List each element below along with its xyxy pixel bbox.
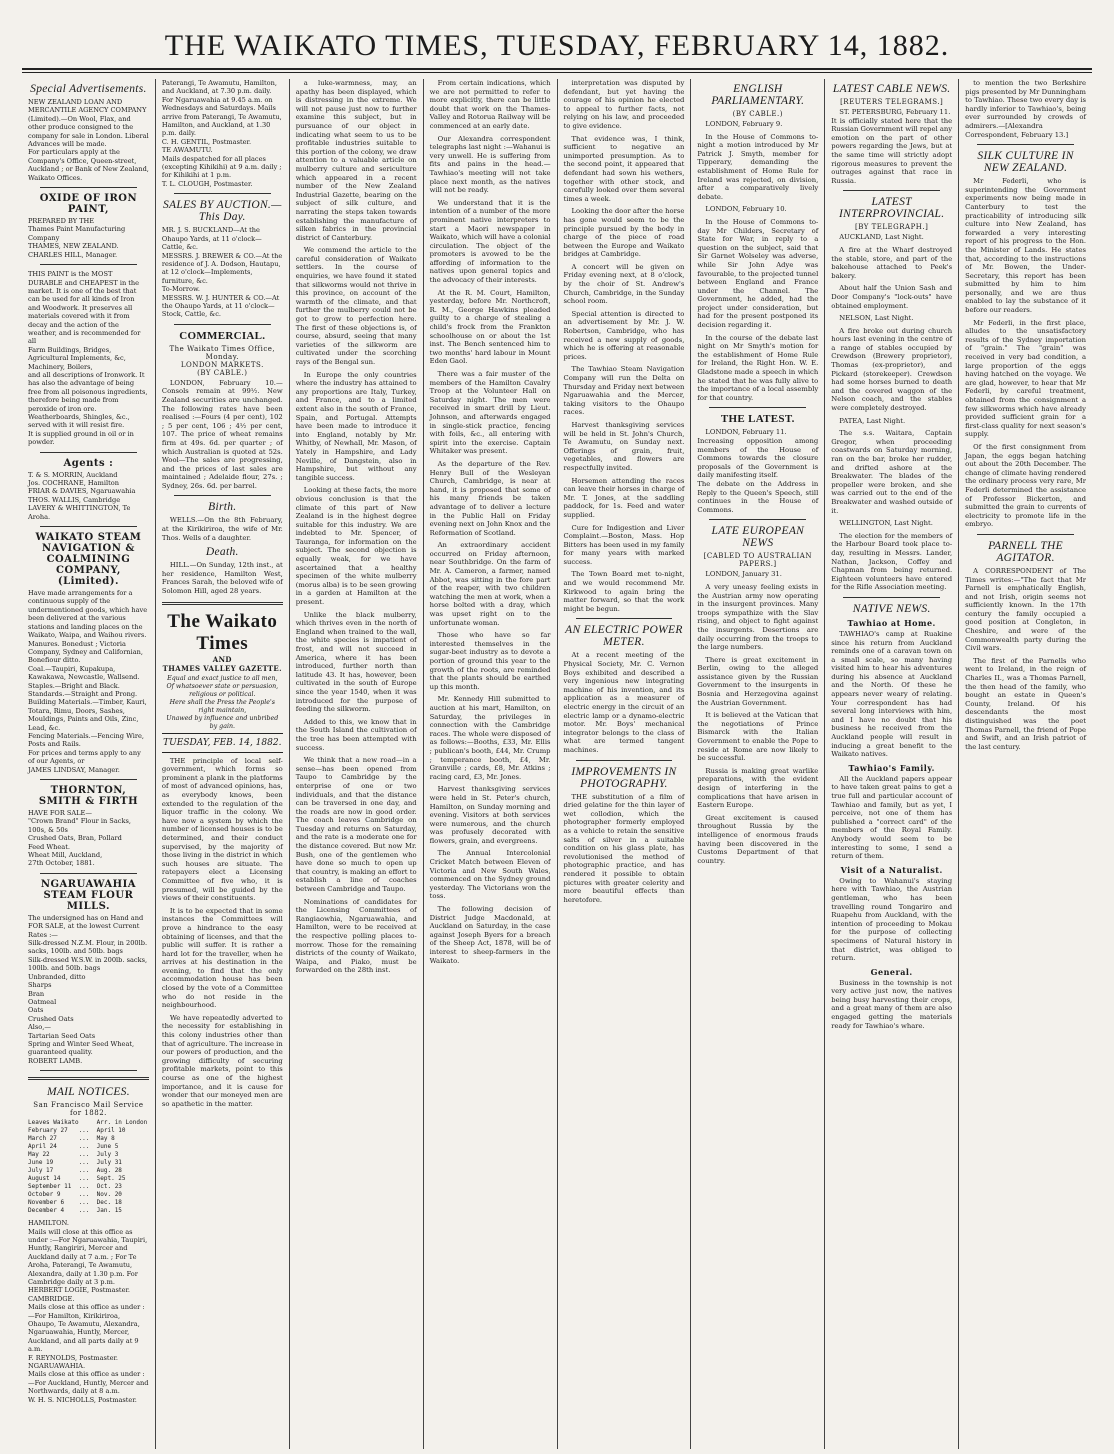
- article-body: [296, 79, 417, 975]
- european-paragraph: There is great excitement in Berlin, owing to the alleged assistance given by the Russian Government to the insurgents in Bosnia and Herzegovina against the Austrian Government.: [697, 655, 819, 707]
- naturalist-heading: Visit of a Naturalist.: [840, 864, 943, 875]
- interprovincial-paragraph: About half the Union Sash and Door Company's "lock-outs" have obtained employment.: [831, 284, 953, 310]
- divider: [977, 144, 1074, 145]
- divider: [576, 618, 673, 619]
- interprovincial-heading: LATEST INTERPROVINCIAL.: [838, 196, 945, 221]
- advertisement-text: PREPARED BY THE Thames Paint Manufacturing Company THAMES, NEW ZEALAND. CHARLES HILL, Manager.: [28, 217, 126, 259]
- mail-heading: MAIL NOTICES.: [46, 1086, 130, 1099]
- cable-heading: LATEST CABLE NEWS.: [832, 83, 951, 95]
- local-news: [430, 79, 551, 965]
- divider: [843, 190, 940, 191]
- advertisement-title: OXIDE OF IRON PAINT,: [39, 193, 138, 216]
- general-text: Business in the township is not very active just now, the natives being busy harvesting their crops, and a great many of them are also engaged getting the materials ready for Tawhiao's whare.: [831, 978, 953, 1030]
- news-paragraph: As the departure of the Rev. Henry Bull of the Wesleyan Church, Cambridge, is near at hand, it is proposed that some of his many friends be taken advantage of to deliver a lecture in the Public Hall on Friday evening next on John Knox and the Reformation of Scotland.: [429, 459, 551, 537]
- parliament-news: [697, 120, 818, 402]
- advertisement-text: Have made arrangements for a continuous supply of the undermentioned goods, which have been delivered at the various stations and landing places on the Waikato, Waipa, and Waihou rivers. Manures. Bonedust ; Victoria Company, Sydney and Californian, Bonefiour ditto. Coal.—Taupiri, Kupakupa, Kawakawa, Newcastle, Wallsend. Staples.—Bright and Black. Standards.—Straight and Prong. Building Materials.—Timber, Kauri, Totara, Rimu, Doors, Sashes, Mouldings, Paints and Oils, Zinc, Lead, &c. Fencing Materials.—Fencing Wire, Posts and Rails. For prices and terms apply to any of our Agents, or JAMES LINDSAY, Manager.: [28, 589, 148, 774]
- silk-paragraph: Mr Federli, who is superintending the Government experiments now being made in Canterbury to test the practicability of introducing silk culture into New Zealand, has forwarded a very interesting report of his progress to the Hon. the Minister of Lands. He states that, according to the instructions of Mr. Bowen, the Under-Secretary, this report has been submitted by him to him personally, and we are thus enabled to lay the substance of it before our readers.: [965, 177, 1086, 315]
- news-paragraph: That evidence was, I think, sufficient to negative an unimported presumption. As to the second point, it appeared that defendant had sown his wethers, together with other stock, and carefully looked over them several times a week.: [563, 134, 685, 203]
- editorial-paragraph: It is to be expected that in some instances the Committees will prove a hindrance to the easy obtaining of licenses, and that the public will suffer. It is rather a hard lot for the traveller, when he arrives at his destination in the evening, to find that the only accommodation house has been closed by the vote of a Committee who do not reside in the neighbourhood.: [161, 906, 283, 1010]
- divider: [709, 407, 806, 408]
- article-paragraph: We commend the article to the careful consideration of Waikato settlers. In the course of enquiries, we have found it stated that silkworms would not thrive in this province, on account of the warmth of the climate, and that further the mulberry could not be got to grow to perfection here. The first of these objections is, of course, absurd, seeing that many varieties of the silkworm are cultivated under the scorching rays of the Bengal sun.: [295, 246, 417, 366]
- european-paragraph: A very uneasy feeling exists in the Austrian army now operating in the insurgent provinces. Many troops sympathize with the Slav rising, and object to fight against the insurgents. Desertions are daily occurring from the troops to the large numbers.: [697, 582, 819, 652]
- death-text: HILL.—On Sunday, 12th inst., at her residence, Hamilton West, Frances Sarah, the beloved wife of Solomon Hill, aged 28 years.: [161, 561, 283, 596]
- cable-subheading: [REUTERS TELEGRAMS.]: [840, 98, 944, 106]
- interprovincial-paragraph: AUCKLAND, Last Night.: [839, 233, 924, 242]
- parliament-heading: ENGLISH PARLIAMENTARY.: [711, 83, 805, 107]
- interprovincial-paragraph: NELSON, Last Night.: [839, 314, 914, 323]
- parnell-paragraph: A CORRESPONDENT of The Times writes:—"The fact that Mr Parnell is emphatically English, and not Irish, origin seems not sufficiently known. In the 17th century the family occupied a good position at Congleton, in Cheshire, and were of the Commonwealth party during the Civil wars.: [965, 566, 1086, 653]
- news-paragraph: interpretation was disputed by defendant, but yet having the courage of his opinion he elected to appeal to further facts, not relying on his law, and proceeded to give evidence.: [563, 79, 685, 130]
- news-paragraph: Harvest thanksgiving services were held in St. Peter's church, Hamilton, on Sunday morning and evening. Visitors at both services were numerous, and the church was profusely decorated with flowers, grain, and evergreens.: [429, 785, 551, 845]
- divider: [576, 760, 673, 761]
- column-4: [424, 79, 558, 1449]
- divider: [709, 519, 806, 520]
- parliament-paragraph: LONDON, February 9.: [705, 120, 783, 128]
- interprovincial-news: [831, 233, 952, 592]
- column-3: [290, 79, 424, 1449]
- local-news-continued: [564, 79, 685, 613]
- latest-heading: THE LATEST.: [720, 413, 795, 426]
- news-paragraph: We understand that it is the intention of a number of the more prominent native interpreters to start a Maori newspaper in Waikato, which will have a colonial circulation. The object of the promoters is avowed to be the affording of information to the natives upon general topics and the advocacy of their interests.: [429, 198, 551, 285]
- death-heading: Death.: [205, 546, 239, 559]
- birth-text: WELLS.—On the 8th February, at the Kirikiriroa, the wife of Mr. Thos. Wells of a daughter.: [161, 516, 283, 542]
- masthead: THE WAIKATO TIMES, TUESDAY, FEBRUARY 14, 1882.: [164, 29, 950, 62]
- european-heading: LATE EUROPEAN NEWS: [711, 525, 805, 550]
- news-paragraph: The Tawhiao Steam Navigation Company will run the Delta on Thursday and Friday next between Ngaruawahia and the Mercer, taking visitors to the Ohaupo races.: [563, 365, 685, 417]
- interprovincial-subheading: [BY TELEGRAPH.]: [855, 223, 929, 232]
- column-6: [691, 79, 825, 1449]
- power-meter-heading: AN ELECTRIC POWER METER.: [565, 624, 683, 649]
- interprovincial-paragraph: The election for the members of the Harbour Board took place to-day, resulting in Messrs. Lander, Nathan, Jackson, Coffey and Chapman from being returned. Eighteen volunteers have entered for the Rifle Association meeting.: [831, 531, 953, 592]
- native-news-text: TAWHIAO's camp at Ruakine since his return from Auckland reminds one of a caravan town on a small scale, so many having visited him to hear his adventures during his absence at Auckland and the North. Of these he appears never weary of relating. Your correspondent has had several long interviews with him, and I have no doubt that his business he received from the Auckland people will result in inducing a great benefit to the Waikato natives.: [831, 629, 953, 759]
- silk-paragraph: Of the first consignment from Japan, the eggs began hatching out about the 20th December. The change of climate having rendered the ordinary process very rare, Mr Federli determined the assistance of Professor Bickerton, and submitted the grain to currents of electricity to promote life in the embryo.: [965, 442, 1086, 529]
- paper-motto: Equal and exact justice to all men, Of whatsoever state or persuasion, religious or political. Here shall the Press the People's right maintain, Unawed by influence and unbribed by gain.: [166, 674, 279, 730]
- silk-culture-article: [965, 177, 1086, 529]
- column-1: [22, 79, 156, 1449]
- parliament-paragraph: LONDON, February 10.: [705, 205, 787, 214]
- naturalist-text: Owing to Wahanui's staying here with Tawhiao, the Austrian gentleman, who has been travelling round Tongariro and Ruapehu from Auckland, with the intention of proceeding to Mokau for the purpose of collecting specimens of Natural history in that district, was obliged to return.: [831, 876, 953, 963]
- birth-heading: Birth.: [208, 501, 237, 514]
- divider: [174, 495, 271, 496]
- power-meter-text: At a recent meeting of the Physical Society, Mr. C. Vernon Boys exhibited and described a very ingenious new integrating machine of his invention, and its application as a measurer of electric energy in the circuit of an electric lamp or a dynamo-electric motor. Mr. Boys' mechanical integrator belongs to the class of what are termed tangent machines.: [563, 651, 685, 754]
- commercial-heading: COMMERCIAL.: [179, 329, 266, 342]
- news-paragraph: Our Alexandra correspondent telegraphs last night :—Wahanui is very unwell. He is suffering from fits and pains in the head.—Tawhiao's meeting will not take place next month, as the natives will not be ready.: [429, 134, 551, 195]
- column-5: [558, 79, 692, 1449]
- section-heading: Special Advertisements.: [30, 83, 147, 95]
- news-paragraph: The Town Board met to-night, and we would recommend Mr. Kirkwood to again bring the matter forward, so that the work might be begun.: [563, 570, 685, 613]
- european-paragraph: Great excitement is caused throughout Russia by the intelligence of enormous frauds having been discovered in the Customs Department of that country.: [697, 813, 819, 865]
- sales-heading: SALES BY AUCTION.—This Day.: [163, 199, 282, 224]
- paper-title: The Waikato Times: [167, 610, 278, 654]
- european-paragraph: LONDON, January 31.: [705, 570, 782, 579]
- parnell-paragraph: The first of the Parnells who went to Ireland, in the reign of Charles II., was a Thomas Parnell, the then head of the family, who bought an estate in Queen's County, Ireland. Of his descendants the most distinguished was the poet Thomas Parnell, the friend of Pope and Swift, and an Irish patriot of the last century.: [965, 656, 1086, 751]
- news-paragraph: A concert will be given on Friday evening next, at 8 o'clock, by the choir of St. Andrew's Church, Cambridge, in the Sunday school room.: [563, 262, 685, 306]
- native-news-subheading: Tawhiao at Home.: [847, 617, 936, 628]
- column-8: [959, 79, 1092, 1449]
- commercial-text: LONDON, February 10.—Consols remain at 99½. New Zealand securities are unchanged. The following rates have been realised :—Fours (4 per cent), 102 ; 5 per cent, 106 ; 4½ per cent, 107. The price of wheat remains firm at 49s. 6d. per quarter ; of which Australian is quoted at 52s. Wool—The sales are progressing, and the prices of last sales are maintained ; Adelaide flour, 27s. ; Sydney, 26s. 6d. per barrel.: [161, 378, 283, 490]
- family-heading: Tawhiao's Family.: [848, 762, 935, 773]
- news-paragraph: From certain indications, which we are not permitted to refer to more explicitly, there can be little doubt that work on the Thames-Valley and Rotorua Railway will be commenced at an early date.: [429, 79, 551, 130]
- native-news-heading: NATIVE NEWS.: [852, 602, 931, 615]
- divider: [162, 602, 283, 605]
- news-paragraph: The following decision of District Judge Macdonald, at Auckland on Saturday, in the case against Joseph Byers for a breach of the Sheep Act, 1878, will be of interest to sheep-farmers in the Waikato.: [429, 905, 551, 965]
- european-subheading: [CABLED TO AUSTRALIAN PAPERS.]: [703, 552, 812, 569]
- mail-notice: HAMILTON. Mails will close at this office as under :—For Ngaruawahia, Taupiri, Huntly, Rangiriri, Mercer and Auckland daily at 7 a.m. ; For Te Aroha, Paterangi, Te Awamutu, Alexandra, daily at 1.30 p.m. For Cambridge daily at 3 p.m. HERBERT LOGIE, Postmaster. CAMBRIDGE. Mails close at this office as under :—For Hamilton, Kirikiriroa, Ohaupo, Te Awamutu, Alexandra, Ngaruawahia, Huntly, Mercer, Auckland, and all parts daily at 9 a.m. F. REYNOLDS, Postmaster. NGARUAWAHIA. Mails close at this office as under :—For Auckland, Huntly, Mercer and Northwards, daily at 8 a.m. W. H. S. NICHOLLS, Postmaster.: [28, 1219, 149, 1404]
- european-paragraph: It is believed at the Vatican that the negotiations of Prince Bismarck with the Italian Government to enable the Pope to reside at Rome are now likely to be successful.: [697, 711, 819, 763]
- advertisement-title: WAIKATO STEAM NAVIGATION & COALMINING COMPANY, (Limited).: [35, 532, 142, 588]
- mail-schedule: Leaves Waikato Arr. in London February 27 ... April 10 March 27 ... May 8 April 24 ... June 5 May 22 ... July 3 June 19 ... July 31 July 17 ... Aug. 28 August 14 ... Sept. 25 September 11 ... Oct. 23 October 9 ... Nov. 20 November 6 ... Dec. 18 December 4 ... Jan. 15: [28, 1119, 148, 1215]
- interprovincial-paragraph: A fire broke out during church hours last evening in the centre of a range of stables occupied by Crewdson (Brewery proprietor), Thomas (ex-proprietor), and Pickard (storekeeper). Crewdson had some horses burned to death and the covered waggon of the Nelson coach, and the stables were completely destroyed.: [831, 326, 953, 413]
- advertisement-title: THORNTON, SMITH & FIRTH: [38, 785, 139, 807]
- divider: [40, 452, 137, 453]
- news-paragraph: An extraordinary accident occurred on Friday afternoon, near Southbridge. On the farm of Mr. A. Cameron, a farmer, named Abbot, was sitting in the fore part of the reaper, with two children watching the men at work, when a horse bolted with a dray, which was upset right on to the unfortunate woman.: [429, 541, 551, 627]
- parliament-paragraph: In the course of the debate last night on Mr Smyth's motion for the establishment of Home Rule for Ireland, the Right Hon. W. E. Gladstone made a speech in which he stated that he was fully alive to the importance of a local assembly for that country.: [697, 333, 819, 402]
- parnell-heading: PARNELL THE AGITATOR.: [988, 539, 1063, 564]
- news-paragraph: Mr. Kennedy Hill submitted to auction at his mart, Hamilton, on Saturday, the privileges in connection with the Cambridge races. The whole were disposed of as follows:—Booths, £33, Mr. Ellis ; publican's booth, £44, Mr. Crump ; temperance booth, £4, Mr. Granville ; cards, £8, Mr. Atkins ; racing card, £3, Mr. Jones.: [429, 695, 551, 781]
- divider: [40, 873, 137, 874]
- column-2: [156, 79, 290, 1449]
- news-paragraph: The Annual Intercolonial Cricket Match between Eleven of Victoria and New South Wales, commenced on the Sydney ground yesterday. The Victorians won the toss.: [429, 849, 551, 901]
- photography-heading: IMPROVEMENTS IN PHOTOGRAPHY.: [571, 765, 677, 790]
- masthead-rule-thin: [22, 72, 1092, 73]
- divider: [40, 779, 137, 780]
- divider: [40, 1070, 137, 1071]
- advertisement-text: T. & S. MORRIN, Auckland Jos. COCHRANE, Hamilton FRIAR & DAVIES, Ngaruawahia THOS. WALLIS, Cambridge LAVERY & WHITTINGTON, Te Aroha.: [28, 470, 136, 521]
- article-paragraph: Unlike the black mulberry, which thrives even in the north of England when trained to the wall, the white species is impatient of frost, and will not succeed in America, where it has been introduced, further north than latitude 43. It has, however, been cultivated in the south of Europe since the year 1540, when it was introduced for the purpose of feeding the silkworm.: [295, 610, 417, 714]
- divider: [174, 193, 271, 194]
- paper-subtitle: AND THAMES VALLEY GAZETTE.: [162, 654, 282, 673]
- parliament-subheading: (BY CABLE.): [732, 110, 783, 118]
- divider: [40, 264, 137, 265]
- paper-date: TUESDAY, FEB. 14, 1882.: [163, 737, 282, 748]
- silk-paragraph: Mr Federli, in the first place, alludes to the unsatisfactory results of the Sydney importation of "grain." The "grain" was received in very bad condition, a large proportion of the eggs having hatched on the voyage. We are glad, however, to hear that Mr Federli, by careful treatment, obtained from the consignment a few silkworms which have already provided sufficient grain for a first-class quality for next season's supply.: [965, 318, 1086, 439]
- interprovincial-paragraph: WELLINGTON, Last Night.: [839, 519, 933, 528]
- interprovincial-paragraph: A fire at the Wharf destroyed the stable, store, and part of the bakehouse attached to Peek's bakery.: [831, 245, 953, 280]
- divider: [162, 733, 283, 734]
- native-news-continued: to mention the two Berkshire pigs presented by Mr Dunningham to Tawhiao. These two every day is hardly inferior to Tawhiao's, being ever surrounded by crowds of admirers.—[Alexandra Correspondent, February 13.]: [965, 79, 1086, 139]
- cable-text: ST. PETERSBURG, February 11. It is officially stated here that the Russian Government will repel any emotion on the part of other powers regarding the Jews, but at the same time will strictly adopt rigorous measures to prevent the outrages against that race in Russia.: [831, 108, 953, 185]
- columns: [22, 79, 1092, 1449]
- parnell-article: [965, 567, 1086, 751]
- news-paragraph: Those who have so far interested themselves in the sugar-beet industry as to devote a portion of ground this year to the growth of the roots, are reminded that the plants should be earthed up this month.: [429, 631, 551, 691]
- latest-text: LONDON, February 11. Increasing opposition among members of the House of Commons towards the closure proposals of the Government is daily manifesting itself. The debate on the Address in Reply to the Queen's Speech, still continues in the House of Commons.: [697, 428, 819, 514]
- mail-subheading: San Francisco Mail Service for 1882.: [33, 1101, 144, 1118]
- article-paragraph: Added to this, we know that in the South Island the cultivation of the tree has been attempted with success.: [295, 717, 417, 752]
- news-paragraph: At the R. M. Court, Hamilton, yesterday, before Mr. Northcroft, R. M., George Hawkins pleaded guilty to a charge of stealing a child's frock from the Frankton schoolhouse on or about the 1st inst. The Bench sentenced him to two months' hard labour in Mount Eden Gaol.: [429, 288, 551, 366]
- general-heading: General.: [870, 966, 913, 977]
- divider: [162, 752, 283, 753]
- article-paragraph: Looking at these facts, the more obvious conclusion is that the climate of this part of New Zealand is in the highest degree suitable for this industry. We are indebted to Mr. Spencer, of Tauranga, for information on the subject. The second objection is equally weak, for we have ascertained that a healthy specimen of the white mulberry (morus alba) is to be seen growing in a garden at Hamilton at the present.: [295, 486, 417, 607]
- news-paragraph: Looking the door after the horse has gone would seem to be the principle pursued by the body in charge of the piece of road between the Europe and Waikato bridges at Cambridge.: [563, 207, 685, 259]
- advertisement-text: THIS PAINT is the MOST DURABLE and CHEAPEST in the market. It is one of the best that can be used for all kinds of Iron and Woodwork. It preserves all materials covered with it from decay and the action of the weather, and is recommended for all Farm Buildings, Bridges, Agricultural Implements, &c, Machinery, Boilers, and all descriptions of Ironwork. It has also the advantage of being free from all poisonous ingredients, therefore being made from peroxide of iron ore. Weatherboards, Shingles, &c., served with it will resist fire. It is supplied ground in oil or in powder.: [28, 270, 148, 447]
- advertisement-text: HAVE FOR SALE— "Crown Brand" Flour in Sacks, 100s, & 50s Crushed Oats, Bran, Pollard Feed Wheat. Wheat Mill, Auckland, 27th October, 1881.: [28, 809, 131, 868]
- divider: [977, 534, 1074, 535]
- editorial-paragraph: We have repeatedly adverted to the necessity for establishing in this colony industries other than that of agriculture. The increase in our powers of production, and the growing difficulty of securing profitable markets, point to this course as one of the highest importance, and it is cause for wonder that our moneyed men are so apathetic in the matter.: [161, 1013, 283, 1108]
- article-paragraph: Nominations of candidates for the Licensing Committees of Rangiaowhia, Ngaruawahia, and Hamilton, were to be received at the respective polling places to-morrow. Those for the remaining districts of the county of Waikato, Waipa, and Piako, must be forwarded on the 28th inst.: [295, 897, 417, 975]
- divider: [28, 1077, 149, 1080]
- editorial-paragraph: THE principle of local self-government, which forms so prominent a plank in the platforms of most of advanced opinions, has, as everybody knows, been extended to the regulation of the liquor traffic in the colony. We have now a system by which the number of licensed houses is to be determined, and their conduct supervised, by the majority of those living in the district in which such houses are situate. The ratepayers elect a Licensing Committee of five who, it is presumed, will be guided by the views of their constituents.: [161, 756, 283, 903]
- divider: [843, 597, 940, 598]
- advertisement-text: NEW ZEALAND LOAN AND MERCANTILE AGENCY COMPANY (Limited).—On Wool, Flax, and other produce consigned to the company for sale in London. Liberal Advances will be made. For particulars apply at the Company's Office, Queen-street, Auckland ; or Bank of New Zealand, Waikato Offices.: [28, 98, 149, 182]
- article-paragraph: In Europe the only countries where the industry has attained to any proportions are Italy, Turkey, and France, and to a limited extent also in the south of France, Spain, and Portugal. Attempts have been made to introduce it into England, notably by Mr. Whitby, of Newhall, Mr. Mason, of Yately in Hampshire, and Lady Neville, of Dangstein, also in Hampshire, but without any tangible success.: [295, 370, 417, 482]
- article-paragraph: We think that a new road—in a sense—has been opened from Taupo to Cambridge by the enterprise of one or two individuals, and that the distance can be traversed in one day, and the roads are now in good order. The coach leaves Cambridge on Tuesday and returns on Saturday, and the rate is a moderate one for the distance covered. But now Mr. Bush, one of the gentlemen who have done so much to open up that country, is making an effort to establish a line of coaches between Cambridge and Taupo.: [295, 756, 417, 894]
- family-text: All the Auckland papers appear to have taken great pains to get a true full and particular account of Tawhiao and family, but as yet, I perceive, not one of them has published a "correct card" of the members of the Royal Family. Anybody would seem to be interesting to some, I send a return of them.: [831, 774, 953, 861]
- photography-text: THE substitution of a film of dried gelatine for the thin layer of wet collodion, which the photographer formerly employed as a vehicle to retain the sensitive salts of silver in a suitable condition on his glass plate, has revolutionised the method of photographic practice, and has rendered it possible to obtain pictures with greater celerity and more beautiful effects than heretofore.: [563, 792, 685, 904]
- news-paragraph: Special attention is directed to an advertisement by Mr. J. W. Robertson, Cambridge, who has received a new supply of goods, which he is offering at reasonable prices.: [563, 309, 685, 361]
- interprovincial-paragraph: PATEA, Last Night.: [839, 416, 906, 425]
- interprovincial-paragraph: The s.s. Waitara, Captain Gregor, when proceeding coastwards on Saturday morning, ran on the bar, broke her rudder, and drifted ashore at the Breakwater. The blades of the propeller were broken, and she was carried out to the end of the Breakwater and washed outside of it.: [831, 429, 953, 515]
- divider: [40, 187, 137, 188]
- news-paragraph: There was a fair muster of the members of the Hamilton Cavalry Troop at the Volunteer Hall on Saturday night. The men were received in smart drill by Lieut. Johnson, and afterwards engaged in single-stick practice, fencing with foils, &c., all entering with spirit into the exercise. Captain Whitaker was present.: [429, 370, 551, 456]
- advertisement-text: The undersigned has on Hand and FOR SALE, at the lowest Current Rates :— Silk-dressed N.Z.M. Flour, in 200lb. sacks, 100lb. and 50lb. bags Silk-dressed W.S.W. in 200lb. sacks, 100lb. and 50lb. bags Unbranded, ditto Sharps Bran Oatmeal Oats Crushed Oats Also,— Tartarian Seed Oats Spring and Winter Seed Wheat, guaranteed quality. ROBERT LAMB.: [28, 913, 148, 1065]
- european-paragraph: Russia is making great warlike preparations, with the evident design of interfering in the complications that have arisen in Eastern Europe.: [697, 766, 819, 810]
- sales-text: MR. J. S. BUCKLAND—At the Ohaupo Yards, at 11 o'clock—Cattle, &c. MESSRS. J. BREWER & CO.—At the residence of J. A. Dodson, Hautapu, at 12 o'clock—Implements, furniture, &c. To-Morrow. MESSRS. W. J. HUNTER & CO.—At the Ohaupo Yards, at 11 o'clock—Stock, Cattle, &c.: [161, 226, 283, 319]
- column-7: [825, 79, 959, 1449]
- parliament-paragraph: In the House of Commons to-night a motion introduced by Mr Patrick J. Smyth, member for Tipperary, demanding the establishment of Home Rule for Ireland was rejected, on division, after a comparatively lively debate.: [697, 132, 819, 201]
- advertisement-title: NGARUAWAHIA STEAM FLOUR MILLS.: [40, 878, 137, 912]
- masthead-rule: [22, 68, 1092, 70]
- european-news: [697, 570, 818, 865]
- divider: [174, 324, 271, 325]
- advertisement-title: Agents :: [63, 457, 114, 469]
- silk-culture-heading: SILK CULTURE IN NEW ZEALAND.: [977, 150, 1074, 175]
- news-paragraph: Horsemen attending the races can leave their horses in charge of Mr. T. Jones, at the saddling paddock, for 1s. Feed and water supplied.: [563, 476, 685, 519]
- commercial-subheading: The Waikato Times Office, Monday. LONDON MARKETS. (BY CABLE.): [169, 344, 276, 377]
- article-paragraph: a luke-warmness, may, an apathy has been displayed, which is distressing in the extreme. We will not pause just now to further examine this subject, but in pursuance of our object in indicating what seem to us to be profitable industries suitable to this portion of the colony, we draw attention to a valuable article on mulberry culture and sericulture which appeared in a recent number of the New Zealand Industrial Gazette, bearing on the subject of silk culture, and narrating the steps taken towards establishing the manufacture of silken fabrics in the provincial district of Canterbury.: [295, 79, 417, 242]
- parliament-paragraph: In the House of Commons to-day Mr Childers, Secretary of State for War, in reply to a question on the subject, said that Sir Garnet Wolseley was adverse, while Sir John Adye was favourable, to the projected tunnel between England and France under the Channel. The Government, he added, had the project under consideration, but had for the present postponed its decision regarding it.: [697, 217, 819, 330]
- notice-list: [28, 98, 149, 1071]
- mail-notice-continued: Paterangi, Te Awamutu, Hamilton, and Auckland, at 7.30 p.m. daily. For Ngaruawahia at 9.45 a.m. on Wednesdays and Saturdays. Mails arrive from Paterangi, Te Awamutu, Hamilton, and Auckland, at 1.30 p.m. daily. C. H. GENTIL, Postmaster. TE AWAMUTU. Mails despatched for all places (excepting Kihikihi) at 9 a.m. daily ; for Kihikihi at 1 p.m. T. L. CLOUGH, Postmaster.: [161, 79, 282, 188]
- divider: [40, 526, 137, 527]
- news-paragraph: Cure for Indigestion and Liver Complaint.—Boston, Mass. Hop Bitters has been used in my family for many years with marked success.: [563, 523, 685, 566]
- editorial: [162, 757, 283, 1109]
- news-paragraph: Harvest thanksgiving services will be held in St. John's Church, Te Awamutu, on Sunday next. Offerings of grain, fruit, vegetables, and flowers are respectfully invited.: [563, 420, 685, 472]
